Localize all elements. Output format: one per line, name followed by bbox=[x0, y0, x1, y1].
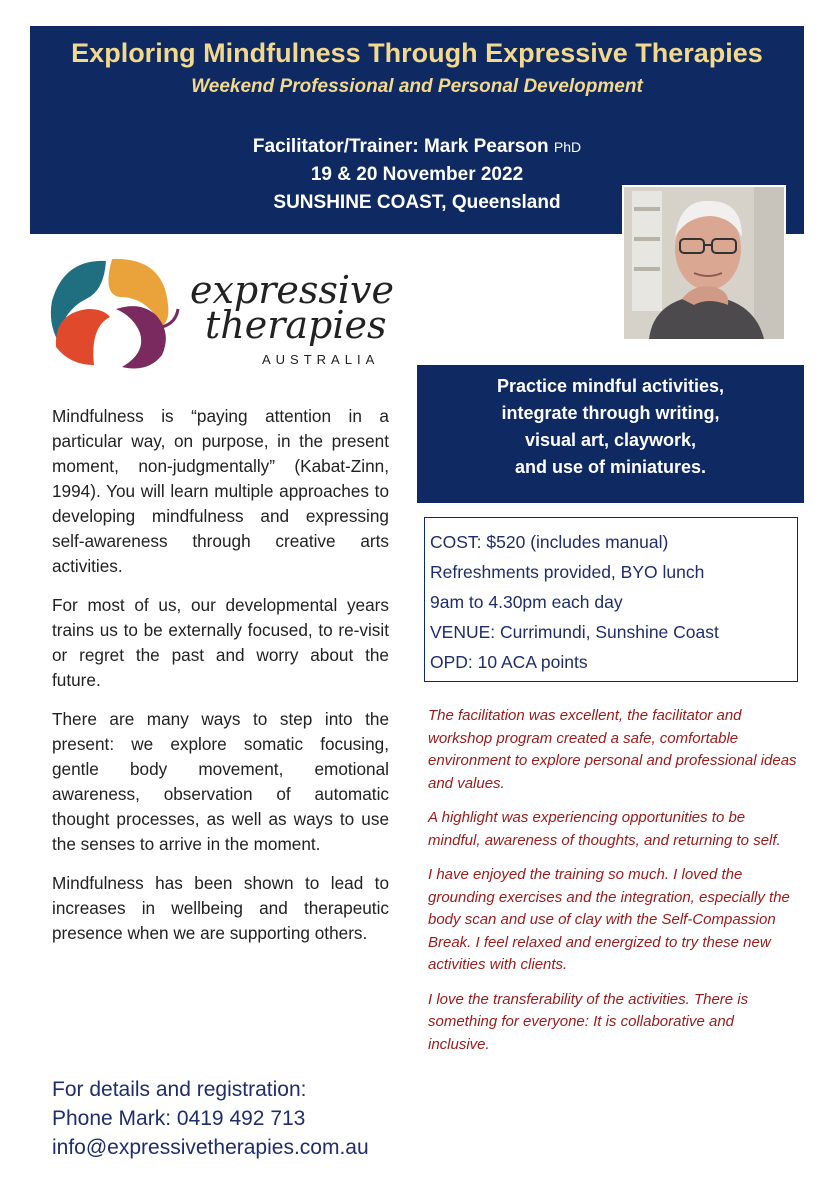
facilitator-name: Facilitator/Trainer: Mark Pearson bbox=[252, 136, 549, 157]
facilitator-line bbox=[30, 136, 804, 158]
testimonial-quote: I have enjoyed the training so much. I loved the grounding exercises and the integration, especially the body scan and use of clay with the Self-Compassion Break. I feel relaxed and energized to try these new activities with clients. bbox=[428, 866, 790, 973]
venue-line: VENUE: Currimundi, Sunshine Coast bbox=[430, 622, 719, 642]
cost-line: COST: $520 (includes manual) bbox=[430, 532, 669, 552]
facilitator-degree: PhD bbox=[553, 139, 582, 155]
contact-section bbox=[52, 1075, 432, 1162]
description-paragraph: There are many ways to step into the present: we explore somatic focusing, gentle body movement, emotional awareness, observation of automatic thought processes, as well as ways to use the senses to arrive in the moment. bbox=[52, 709, 389, 854]
description-text bbox=[52, 404, 389, 960]
facilitator-photo bbox=[622, 185, 786, 341]
event-location: SUNSHINE COAST, Queensland bbox=[273, 192, 561, 213]
practice-line: and use of miniatures. bbox=[514, 457, 707, 477]
contact-heading: For details and registration: bbox=[52, 1078, 307, 1101]
description-paragraph: For most of us, our developmental years trains us to be externally focused, to re-visit or regret the past and worry about the future. bbox=[52, 595, 389, 690]
testimonial-quote: I love the transferability of the activities. There is something for everyone: It is collaborative and inclusive. bbox=[428, 990, 749, 1053]
hours-line: 9am to 4.30pm each day bbox=[430, 592, 623, 612]
logo-swirl-icon bbox=[44, 253, 184, 373]
contact-phone[interactable]: Phone Mark: 0419 492 713 bbox=[52, 1107, 306, 1130]
logo-text-therapies: therapies bbox=[205, 303, 387, 347]
practice-line: integrate through writing, bbox=[501, 403, 720, 423]
testimonials bbox=[428, 705, 798, 1068]
testimonial-quote: A highlight was experiencing opportunities to be mindful, awareness of thoughts, and returning to self. bbox=[428, 809, 781, 849]
event-title: Exploring Mindfulness Through Expressive Therapies bbox=[71, 38, 763, 68]
contact-email-link[interactable]: info@expressivetherapies.com.au bbox=[52, 1136, 369, 1159]
portrait-image bbox=[624, 187, 784, 339]
description-paragraph: Mindfulness is “paying attention in a particular way, on purpose, in the present moment, non-judgmentally” (Kabat-Zinn, 1994). You will learn multiple approaches to developing mindfulness and expressing self-awareness through creative arts activities. bbox=[52, 406, 389, 576]
refreshments-line: Refreshments provided, BYO lunch bbox=[430, 562, 705, 582]
practice-line: visual art, claywork, bbox=[524, 430, 697, 450]
logo-text-expressive: expressive bbox=[190, 268, 395, 312]
event-details-box bbox=[424, 517, 798, 682]
event-subtitle: Weekend Professional and Personal Development bbox=[191, 76, 643, 97]
event-date: 19 & 20 November 2022 bbox=[310, 164, 524, 185]
logo-text-australia: AUSTRALIA bbox=[262, 352, 380, 367]
practice-highlight-box bbox=[417, 365, 804, 503]
description-paragraph: Mindfulness has been shown to lead to increases in wellbeing and therapeutic presence when we are supporting others. bbox=[52, 873, 389, 943]
practice-line: Practice mindful activities, bbox=[496, 376, 725, 396]
testimonial-quote: The facilitation was excellent, the facilitator and workshop program created a safe, comfortable environment to explore personal and professional ideas and values. bbox=[428, 707, 797, 792]
opd-line: OPD: 10 ACA points bbox=[430, 652, 588, 672]
